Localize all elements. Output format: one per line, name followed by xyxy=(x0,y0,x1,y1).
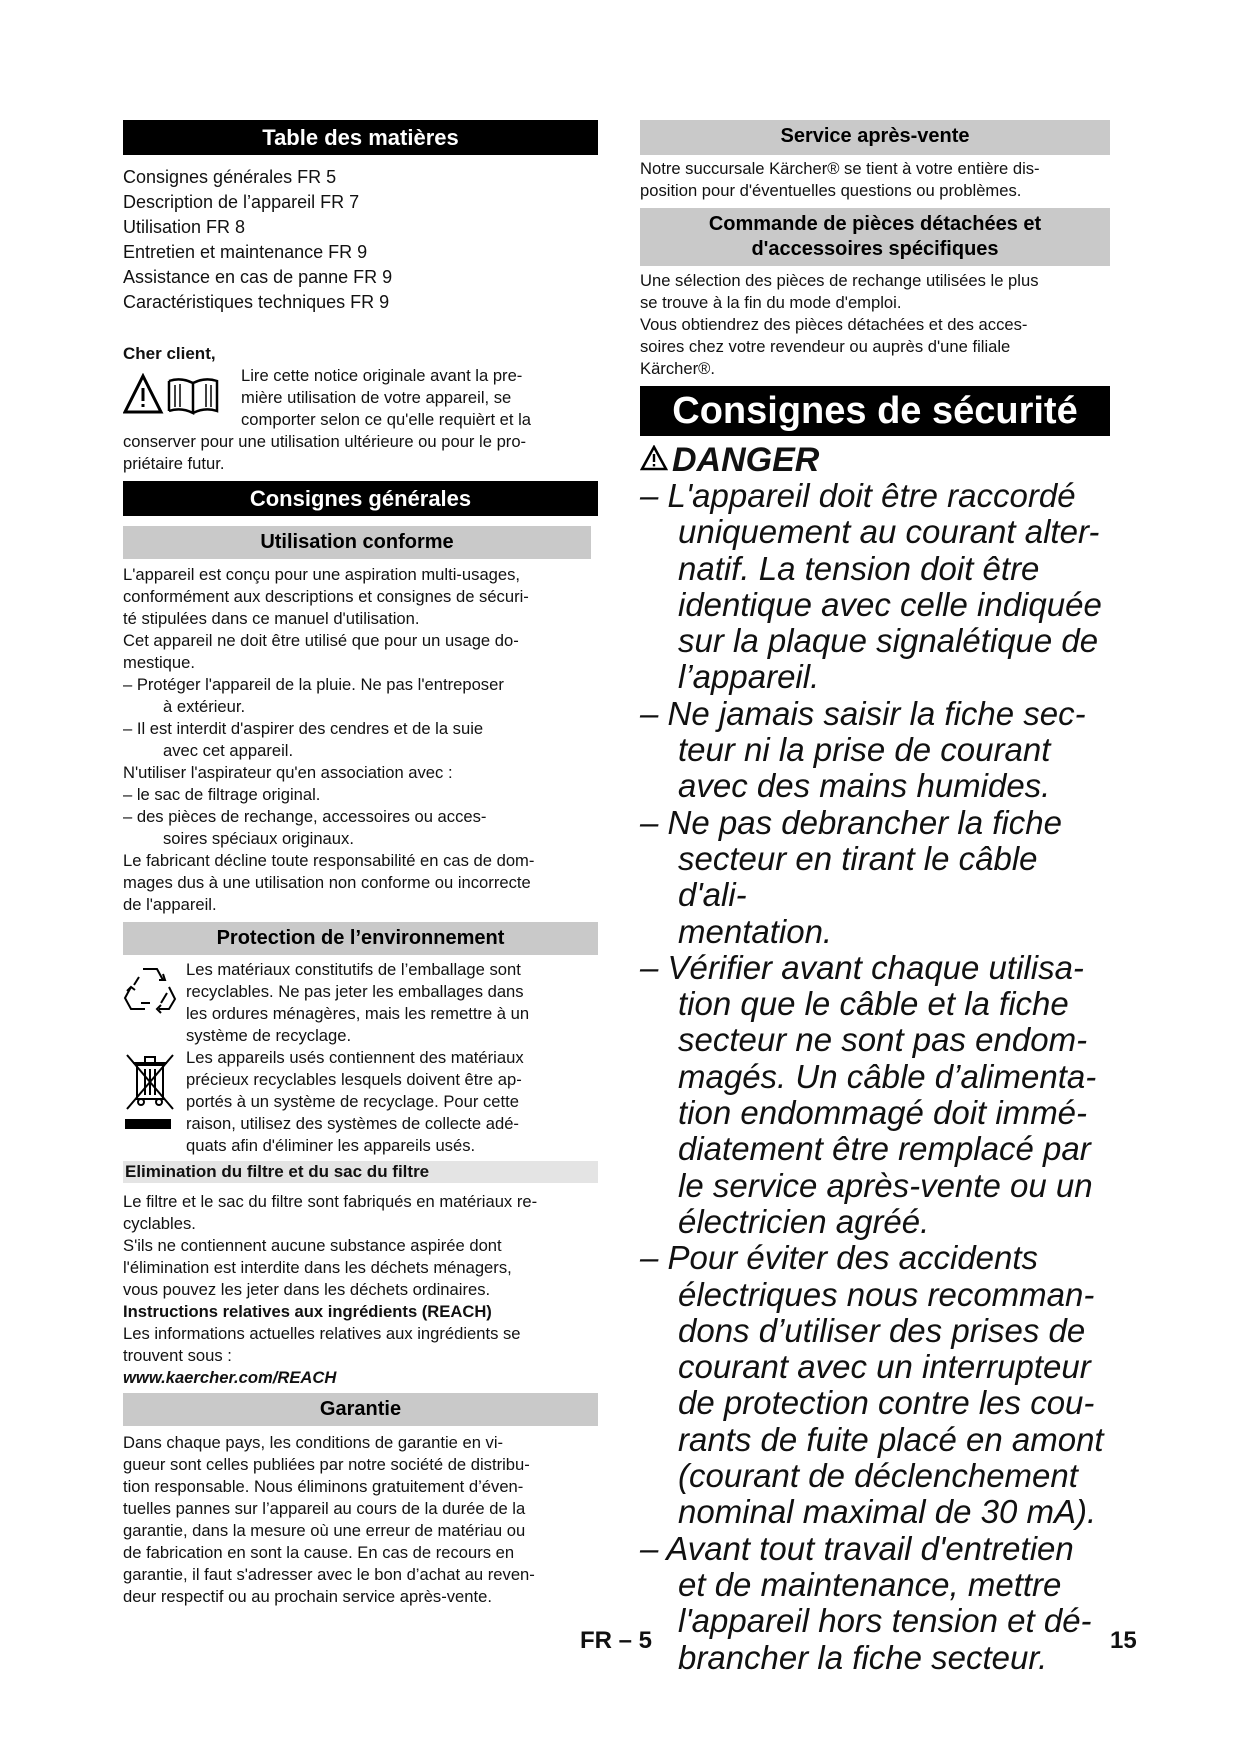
warranty-line: de fabrication en sont la cause. En cas de recours en xyxy=(123,1543,515,1562)
accessory-item: – le sac de filtrage original. xyxy=(123,785,321,804)
toc-item: Description de l’appareil FR 7 xyxy=(123,192,360,212)
liability-line: de l'appareil. xyxy=(123,895,217,914)
warranty-line: deur respectif ou au prochain service après-vente. xyxy=(123,1587,492,1606)
danger-item-line: le service après-vente ou un xyxy=(678,1166,1093,1204)
use-heading: Utilisation conforme xyxy=(123,526,591,559)
reach-paragraph xyxy=(123,1323,598,1367)
service-heading: Service après-vente xyxy=(640,120,1110,155)
danger-item-line: avec des mains humides. xyxy=(678,767,1051,805)
danger-item-line: uniquement au courant alter- xyxy=(678,513,1100,551)
filter-line: vous pouvez les jeter dans les déchets ordinaires. xyxy=(123,1280,491,1299)
warranty-line: tion responsable. Nous éliminons gratuitement d’éven- xyxy=(123,1477,524,1496)
greeting: Cher client, xyxy=(123,344,216,363)
filter-line: Le filtre et le sac du filtre sont fabriqués en matériaux re- xyxy=(123,1192,538,1211)
environment-heading: Protection de l’environnement xyxy=(123,922,598,955)
use-line: Cet appareil ne doit être utilisé que pour un usage do- xyxy=(123,631,519,650)
danger-item-line: et de maintenance, mettre xyxy=(678,1565,1062,1603)
right-column xyxy=(640,120,1110,1676)
recycle-line: système de recyclage. xyxy=(186,1026,352,1045)
reach-heading: Instructions relatives aux ingrédients (REACH) xyxy=(123,1302,492,1321)
accessory-item: – des pièces de rechange, accessoires ou acces- xyxy=(123,807,487,826)
recycle-line: Les matériaux constitutifs de l’emballage sont xyxy=(186,960,521,979)
warranty-line: garantie, dans la mesure où une erreur de matériau ou xyxy=(123,1521,526,1540)
recycle-text xyxy=(186,959,598,1047)
weee-line: portés à un système de recyclage. Pour cette xyxy=(186,1092,519,1111)
intro-line: Lire cette notice originale avant la pre- xyxy=(241,366,523,385)
toc-item: Assistance en cas de panne FR 9 xyxy=(123,267,393,287)
danger-label xyxy=(640,440,1110,480)
weee-line: précieux recyclables lesquels doivent être ap- xyxy=(186,1070,522,1089)
warranty-line: Dans chaque pays, les conditions de garantie en vi- xyxy=(123,1433,504,1452)
intro-line: comporter selon ce qu'elle requièrt et la xyxy=(241,410,532,429)
read-manual-icon xyxy=(123,373,231,422)
danger-item-line: sur la plaque signalétique de xyxy=(678,622,1099,660)
weee-line: quats afin d'éliminer les appareils usés. xyxy=(186,1136,476,1155)
service-line: Notre succursale Kärcher® se tient à votre entière dis- xyxy=(640,159,1040,178)
danger-item xyxy=(640,805,1110,950)
danger-text: DANGER xyxy=(672,441,820,479)
use-line: té stipulées dans ce manuel d'utilisation. xyxy=(123,609,420,628)
danger-item-line: courant avec un interrupteur xyxy=(678,1348,1091,1386)
weee-text xyxy=(186,1047,598,1157)
reach-line: Les informations actuelles relatives aux ingrédients se xyxy=(123,1324,521,1343)
toc-item: Utilisation FR 8 xyxy=(123,217,246,237)
parts-line: Une sélection des pièces de rechange utilisées le plus xyxy=(640,271,1039,290)
warning-triangle-icon xyxy=(640,440,672,480)
warranty-line: tuelles pannes sur l’appareil au cours de la durée de la xyxy=(123,1499,526,1518)
parts-paragraph xyxy=(640,270,1110,380)
service-line: position pour d'éventuelles questions ou problèmes. xyxy=(640,181,1022,200)
toc-item: Entretien et maintenance FR 9 xyxy=(123,242,368,262)
parts-heading-line1: Commande de pièces détachées et xyxy=(708,213,1042,235)
toc-item: Consignes générales FR 5 xyxy=(123,167,337,187)
filter-paragraph xyxy=(123,1191,598,1301)
danger-item xyxy=(640,696,1110,805)
danger-item-first-line: – L'appareil doit être raccordé xyxy=(640,477,1076,514)
danger-item-line: électriques nous recomman- xyxy=(678,1275,1095,1313)
danger-item-first-line: – Ne pas debrancher la fiche xyxy=(640,803,1062,841)
danger-item xyxy=(640,950,1110,1240)
danger-item-line: dons d’utiliser des prises de xyxy=(678,1311,1086,1349)
bullet-first: – Il est interdit d'aspirer des cendres et de la suie xyxy=(123,719,484,738)
bullet-first: – Protéger l'appareil de la pluie. Ne pas l'entreposer xyxy=(123,675,504,694)
recycle-line: les ordures ménagères, mais les remettre à un xyxy=(186,1004,530,1023)
danger-item-line: l'appareil hors tension et dé- xyxy=(678,1602,1092,1640)
weee-line: raison, utilisez des systèmes de collecte adé- xyxy=(186,1114,519,1133)
warranty-paragraph xyxy=(123,1432,598,1608)
danger-item-line: (courant de déclenchement xyxy=(678,1457,1078,1495)
danger-item-line: nominal maximal de 30 mA). xyxy=(678,1493,1097,1531)
warranty-heading: Garantie xyxy=(123,1393,598,1426)
liability-paragraph xyxy=(123,850,598,916)
danger-item xyxy=(640,1240,1110,1530)
parts-line: soires chez votre revendeur ou auprès d'une filiale xyxy=(640,337,1011,356)
danger-item-line: magés. Un câble d’alimenta- xyxy=(678,1057,1097,1095)
intro-line: conserver pour une utilisation ultérieure ou pour le pro- xyxy=(123,432,527,451)
danger-list xyxy=(640,478,1110,1676)
crossed-bin-icon xyxy=(123,1051,177,1140)
danger-item-line: mentation. xyxy=(678,912,833,950)
weee-line: Les appareils usés contiennent des matériaux xyxy=(186,1048,524,1067)
danger-item-first-line: – Avant tout travail d'entretien xyxy=(640,1529,1074,1567)
danger-item-line: secteur en tirant le câble d'ali- xyxy=(678,839,1038,914)
warranty-line: garantie, il faut s'adresser avec le bon d’achat au reven- xyxy=(123,1565,535,1584)
danger-item-line: tion que le câble et la fiche xyxy=(678,985,1069,1023)
accessory-intro: N'utiliser l'aspirateur qu'en association avec : xyxy=(123,763,453,782)
bullet-cont: avec cet appareil. xyxy=(163,741,294,760)
danger-item-line: l’appareil. xyxy=(678,658,820,696)
parts-heading xyxy=(640,208,1110,266)
intro-line: mière utilisation de votre appareil, se xyxy=(241,388,512,407)
parts-line: Kärcher®. xyxy=(640,359,715,378)
parts-heading-line2: d'accessoires spécifiques xyxy=(751,238,999,260)
intro-line: priétaire futur. xyxy=(123,454,225,473)
danger-item-first-line: – Vérifier avant chaque utilisa- xyxy=(640,948,1084,986)
warranty-line: gueur sont celles publiées par notre société de distribu- xyxy=(123,1455,530,1474)
filter-line: l'élimination est interdite dans les déchets ménagers, xyxy=(123,1258,512,1277)
recycle-line: recyclables. Ne pas jeter les emballages dans xyxy=(186,982,524,1001)
liability-line: Le fabricant décline toute responsabilité en cas de dom- xyxy=(123,851,535,870)
danger-item xyxy=(640,1531,1110,1676)
page-label: FR – 5 xyxy=(580,1627,653,1654)
use-line: L'appareil est conçu pour une aspiration multi-usages, xyxy=(123,565,521,584)
liability-line: mages dus à une utilisation non conforme ou incorrecte xyxy=(123,873,531,892)
danger-item-first-line: – Pour éviter des accidents xyxy=(640,1239,1039,1277)
danger-item-line: rants de fuite placé en amont xyxy=(678,1420,1104,1458)
danger-item-line: de protection contre les cou- xyxy=(678,1384,1095,1422)
toc-item: Caractéristiques techniques FR 9 xyxy=(123,292,390,312)
use-line: mestique. xyxy=(123,653,195,672)
danger-item-line: identique avec celle indiquée xyxy=(678,585,1102,623)
use-line: conformément aux descriptions et consignes de sécuri- xyxy=(123,587,529,606)
reach-link[interactable]: www.kaercher.com/REACH xyxy=(123,1368,337,1387)
toc-list xyxy=(123,165,598,315)
safety-heading: Consignes de sécurité xyxy=(640,386,1110,436)
filter-heading: Elimination du filtre et du sac du filtre xyxy=(123,1161,598,1183)
danger-item-first-line: – Ne jamais saisir la fiche sec- xyxy=(640,694,1086,732)
recycle-block xyxy=(123,959,598,1047)
danger-item-line: tion endommagé doit immé- xyxy=(678,1094,1088,1132)
danger-item-line: électricien agréé. xyxy=(678,1202,930,1240)
recycling-icon xyxy=(123,963,177,1022)
accessory-item-cont: soires spéciaux originaux. xyxy=(163,829,354,848)
filter-line: S'ils ne contiennent aucune substance aspirée dont xyxy=(123,1236,502,1255)
parts-line: se trouve à la fin du mode d'emploi. xyxy=(640,293,902,312)
parts-line: Vous obtiendrez des pièces détachées et des acces- xyxy=(640,315,1028,334)
danger-item-line: teur ni la prise de courant xyxy=(678,731,1051,769)
danger-item-line: brancher la fiche secteur. xyxy=(678,1638,1048,1676)
page-number: 15 xyxy=(1110,1627,1137,1654)
danger-item-line: diatement être remplacé par xyxy=(678,1130,1091,1168)
toc-heading: Table des matières xyxy=(123,120,598,155)
danger-item xyxy=(640,478,1110,696)
danger-item-line: secteur ne sont pas endom- xyxy=(678,1021,1088,1059)
danger-item-line: natif. La tension doit être xyxy=(678,549,1040,587)
weee-block xyxy=(123,1047,598,1157)
filter-line: cyclables. xyxy=(123,1214,196,1233)
intro-block xyxy=(123,365,598,475)
left-column xyxy=(123,120,598,1608)
reach-line: trouvent sous : xyxy=(123,1346,232,1365)
bullet-cont: à extérieur. xyxy=(163,697,246,716)
general-heading: Consignes générales xyxy=(123,481,598,516)
use-paragraph xyxy=(123,564,598,674)
